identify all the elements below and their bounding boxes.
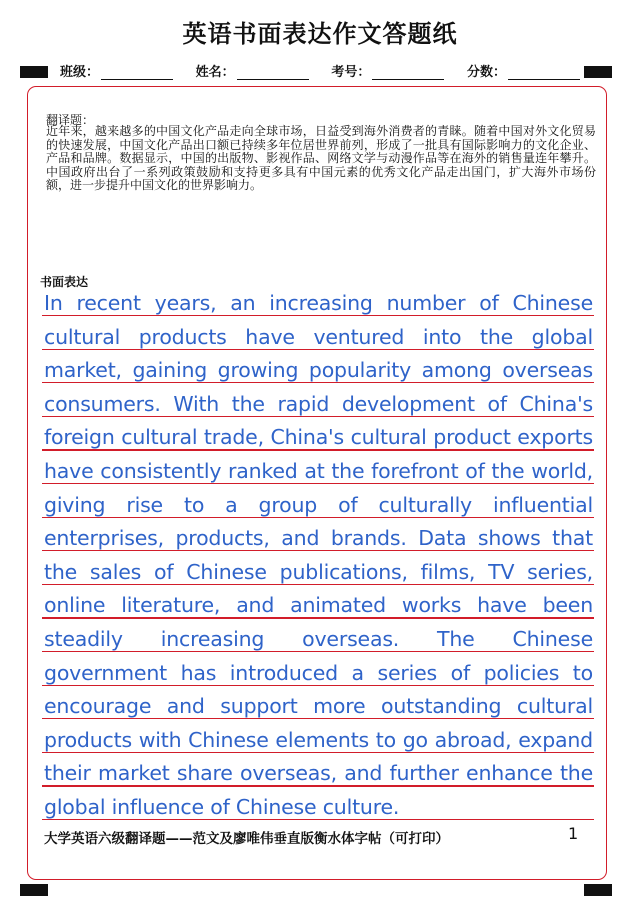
essay-text: In recent years, an increasing number of Chinese cultural products have ventured into the global market, gaining growing popularity among overseas consumers. With the rapid development of China's foreign cultural trade, China's cultural product exports have consistently ranked at the forefront of the world, giving rise to a group of culturally influential enterprises, products, and brands. Data shows that the sales of Chinese publications, films, TV series, online literature, and animated works have been steadily increasing overseas. The Chinese government has introduced a series of policies to encourage and support more outstanding cultural products with Chinese elements to go abroad, expand their market share overseas, and further enhance the global influence of Chinese culture. — [44, 291, 593, 819]
exam-number-field[interactable] — [331, 61, 444, 80]
score-blank[interactable] — [508, 65, 580, 80]
page-title: 英语书面表达作文答题纸 — [182, 20, 458, 48]
corner-mark-bottom-right — [584, 884, 612, 896]
exam-number-label: 考号： — [331, 65, 371, 80]
class-field[interactable] — [60, 61, 173, 80]
prompt-label: 翻译题： — [46, 113, 95, 127]
prompt-text: 近年来，越来越多的中国文化产品走向全球市场，日益受到海外消费者的青睐。随着中国对外文化贸易的快速发展，中国文化产品出口额已持续多年位居世界前列，形成了一批具有国际影响力的文化企业、产品和品牌。数据显示，中国的出版物、影视作品、网络文学与动漫作品等在海外的销售量连年攀升。中国政府出台了一系列政策鼓励和支持更多具有中国元素的优秀文化产品走出国门，扩大海外市场份额，进一步提升中国文化的世界影响力。 — [46, 124, 596, 193]
class-label: 班级： — [60, 65, 100, 80]
info-fields — [60, 60, 580, 80]
page-number: 1 — [568, 824, 579, 843]
name-blank[interactable] — [237, 65, 309, 80]
corner-mark-top-left — [20, 66, 48, 78]
class-blank[interactable] — [101, 65, 173, 80]
exam-number-blank[interactable] — [372, 65, 444, 80]
answer-section-label: 书面表达 — [40, 275, 89, 289]
corner-mark-top-right — [584, 66, 612, 78]
name-field[interactable] — [196, 61, 309, 80]
name-label: 姓名： — [195, 65, 235, 80]
footer-caption: 大学英语六级翻译题——范文及廖唯伟垂直版衡水体字帖（可打印） — [44, 831, 449, 847]
score-field[interactable] — [467, 61, 580, 80]
corner-mark-bottom-left — [20, 884, 48, 896]
score-label: 分数： — [466, 65, 506, 80]
